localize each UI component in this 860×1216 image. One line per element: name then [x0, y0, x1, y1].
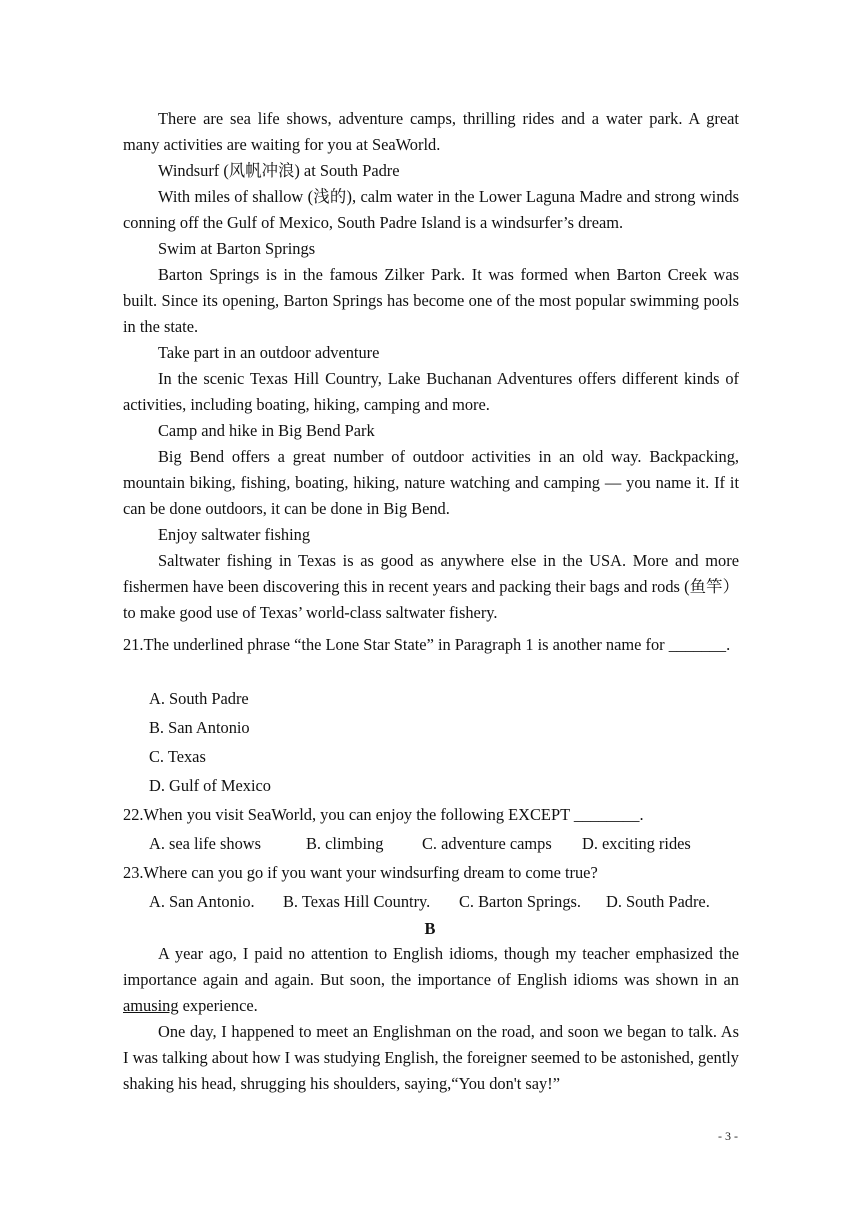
question-21-stem: 21.The underlined phrase “the Lone Star State” in Paragraph 1 is another name for _______.	[123, 635, 731, 654]
question-21-option-d: D. Gulf of Mexico	[149, 776, 271, 795]
passage-b-p1-text-start: A year ago, I paid no attention to English idioms, though my teacher emphasized the importance again and again. But soon, the importance of English idioms was shown in an	[123, 944, 739, 989]
windsurf-heading: Windsurf (风帆冲浪) at South Padre	[158, 161, 400, 180]
question-23-option-d: D. South Padre.	[606, 892, 710, 911]
underlined-word-amusing: amusing	[123, 996, 179, 1015]
question-22-option-d: D. exciting rides	[582, 834, 691, 853]
passage-b-p1-text-end: experience.	[178, 996, 258, 1015]
camp-paragraph: Big Bend offers a great number of outdoor activities in an old way. Backpacking, mountain biking, fishing, boating, hiking, nature watching and camping — you name it. If it can be done outdoors, it can be done in Big Bend.	[123, 447, 739, 518]
fishing-heading: Enjoy saltwater fishing	[158, 525, 311, 544]
question-22-options	[149, 831, 691, 857]
outdoor-heading: Take part in an outdoor adventure	[158, 343, 380, 362]
question-22-stem: 22.When you visit SeaWorld, you can enjoy the following EXCEPT ________.	[123, 805, 644, 824]
windsurf-paragraph: With miles of shallow (浅的), calm water in the Lower Laguna Madre and strong winds conning off the Gulf of Mexico, South Padre Island is a windsurfer’s dream.	[123, 187, 739, 232]
question-23-option-a: A. San Antonio.	[149, 892, 255, 911]
camp-heading: Camp and hike in Big Bend Park	[158, 421, 375, 440]
swim-paragraph: Barton Springs is in the famous Zilker Park. It was formed when Barton Creek was built. Since its opening, Barton Springs has become one of the most popular swimming pools in the state.	[123, 265, 739, 336]
question-23-option-b: B. Texas Hill Country.	[283, 892, 431, 911]
page-number: - 3 -	[718, 1129, 738, 1143]
question-21-option-b: B. San Antonio	[149, 718, 250, 737]
seaworld-paragraph: There are sea life shows, adventure camps, thrilling rides and a water park. A great many activities are waiting for you at SeaWorld.	[123, 109, 739, 154]
outdoor-paragraph: In the scenic Texas Hill Country, Lake Buchanan Adventures offers different kinds of activities, including boating, hiking, camping and more.	[123, 369, 739, 414]
question-22-option-b: B. climbing	[306, 834, 384, 853]
question-23-stem: 23.Where can you go if you want your windsurfing dream to come true?	[123, 863, 598, 882]
question-21-option-a: A. South Padre	[149, 689, 249, 708]
passage-b-paragraph-2: One day, I happened to meet an Englishman on the road, and soon we began to talk. As I was talking about how I was studying English, the foreigner seemed to be astonished, gently shaking his head, shrugging his shoulders, saying,“You don't say!”	[123, 1022, 739, 1093]
fishing-paragraph: Saltwater fishing in Texas is as good as anywhere else in the USA. More and more fishermen have been discovering this in recent years and packing their bags and rods (鱼竿）to make good use of Texas’ world-class saltwater fishery.	[123, 551, 739, 622]
section-b-label: B	[424, 919, 436, 938]
question-23-option-c: C. Barton Springs.	[459, 892, 582, 911]
question-23-options	[149, 889, 710, 915]
question-21-option-c: C. Texas	[149, 747, 206, 766]
passage-b-paragraph-1	[123, 941, 739, 1019]
question-22-option-a: A. sea life shows	[149, 834, 261, 853]
swim-heading: Swim at Barton Springs	[158, 239, 316, 258]
question-22-option-c: C. adventure camps	[422, 834, 552, 853]
